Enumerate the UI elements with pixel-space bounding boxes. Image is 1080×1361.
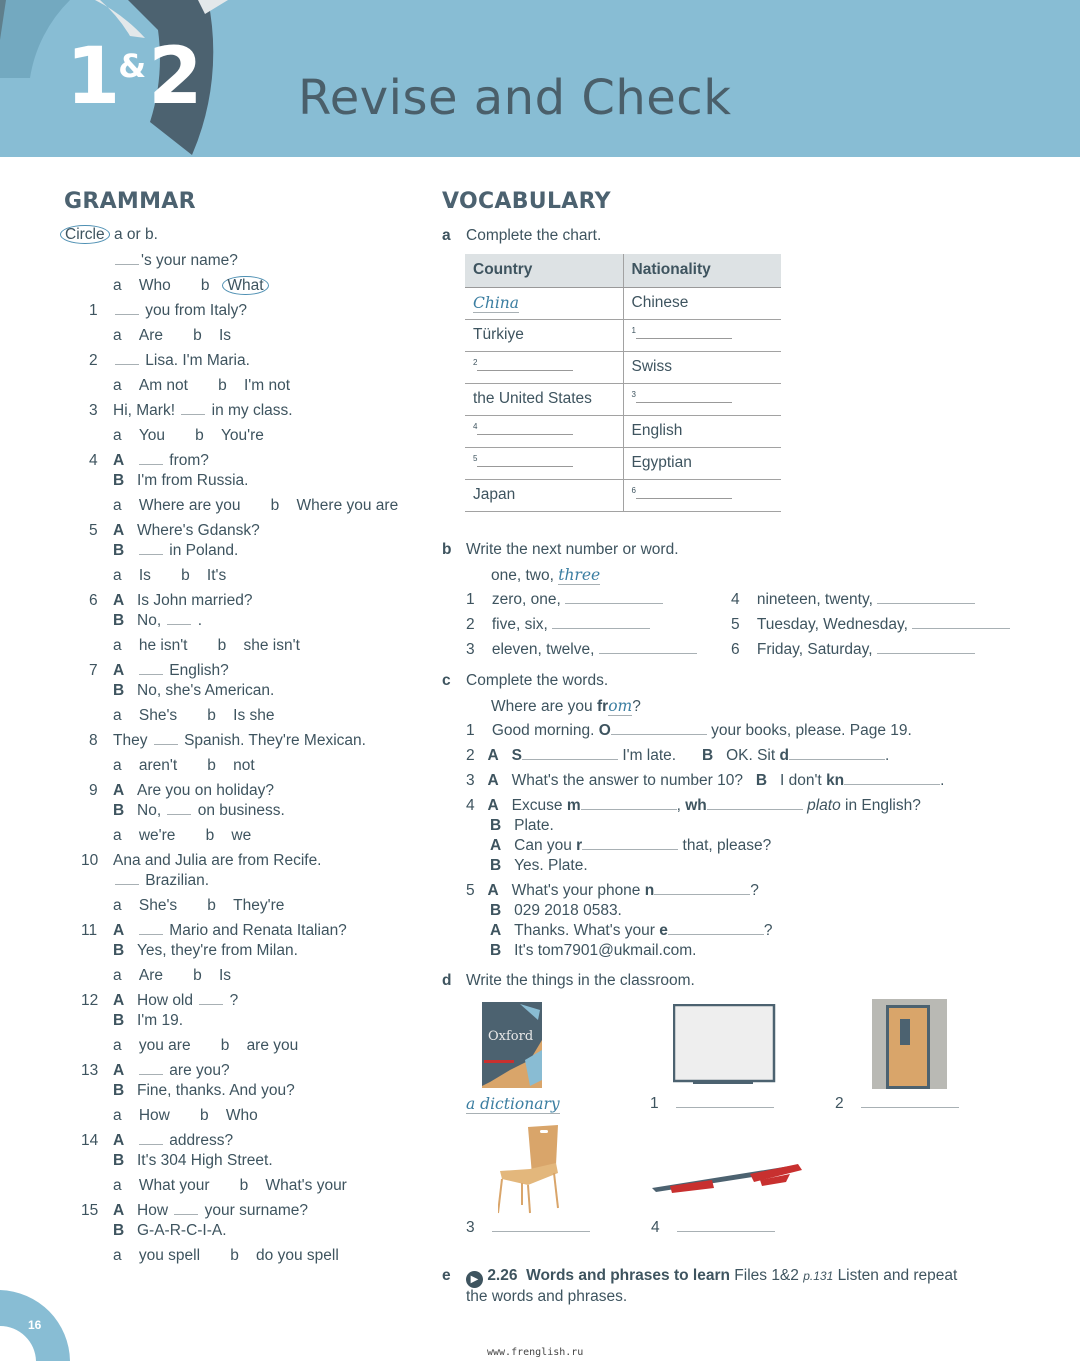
answer-blank[interactable] [139, 663, 163, 675]
option-b[interactable]: Is [218, 967, 232, 984]
grammar-item-15-line-1: 15 A How your surname? [81, 1202, 309, 1219]
exercise-d-item-3: 3 [466, 1219, 590, 1237]
whiteboard-picture-icon [673, 1004, 777, 1086]
exercise-e-letter: e [442, 1267, 451, 1284]
answer-blank[interactable] [167, 613, 191, 625]
exercise-c-instruction: Complete the words. [466, 672, 609, 689]
grammar-item-15-options: a you spell b do you spell [113, 1247, 339, 1264]
column-header-country: Country [465, 254, 623, 287]
table-row [465, 415, 781, 447]
table-row [465, 383, 781, 415]
chair-picture-icon [498, 1123, 570, 1215]
exercise-d-instruction: Write the things in the classroom. [466, 972, 695, 989]
answer-line[interactable] [877, 592, 975, 604]
exercise-b-item-2: 2 five, six, [466, 616, 650, 634]
exercise-e-line-2: the words and phrases. [466, 1288, 628, 1305]
answer-line[interactable] [552, 617, 650, 629]
option-b[interactable]: You're [221, 427, 264, 444]
grammar-item-8-options: a aren't b not [113, 757, 255, 774]
exercise-c-item-4-line-2: B Plate. [490, 817, 554, 834]
exercise-c-item-4-line-3: A Can you r that, please? [490, 837, 772, 854]
option-b[interactable]: They're [233, 897, 285, 914]
unit-header [0, 0, 1080, 157]
answer-line[interactable] [599, 642, 697, 654]
option-b[interactable]: not [233, 757, 255, 774]
grammar-item-5-options: a Is b It's [113, 567, 227, 584]
grammar-item-2-options: a Am not b I'm not [113, 377, 290, 394]
answer-blank[interactable] [115, 353, 139, 365]
grammar-item-11-options: a Are b Is [113, 967, 232, 984]
exercise-c-item-4-line-4: B Yes. Plate. [490, 857, 588, 874]
grammar-item-14-line-2: B It's 304 High Street. [113, 1152, 273, 1169]
grammar-item-10-options: a She's b They're [113, 897, 285, 914]
grammar-item-4-line-1: 4 A from? [89, 452, 209, 469]
answer-blank[interactable] [139, 453, 163, 465]
grammar-item-7-line-1: 7 A English? [89, 662, 229, 679]
grammar-item-6-line-1: 6 A Is John married? [89, 592, 253, 609]
example-answer-dictionary: a dictionary [466, 1095, 560, 1113]
exercise-c-letter: c [442, 672, 451, 689]
exercise-c-item-5-line-4: B It's tom7901@ukmail.com. [490, 942, 697, 959]
exercise-d-item-2: 2 [835, 1095, 959, 1113]
grammar-item-14-options: a What your b What's your [113, 1177, 347, 1194]
example-answer: three [558, 566, 601, 584]
grammar-item-10-line-2: Brazilian. [113, 872, 413, 890]
exercise-d-item-1: 1 [650, 1095, 774, 1113]
option-b[interactable]: are you [246, 1037, 299, 1054]
exercise-b-example: one, two, three [491, 566, 601, 584]
exercise-a-letter: a [442, 227, 451, 244]
answer-line[interactable] [581, 798, 677, 810]
grammar-item-4-line-2: B I'm from Russia. [113, 472, 249, 489]
option-a[interactable]: What your [138, 1177, 210, 1194]
country-cell: Japan [465, 479, 623, 511]
exercise-b-item-1: 1 zero, one, [466, 591, 663, 609]
grammar-item-7-line-2: B No, she's American. [113, 682, 275, 699]
grammar-item-1-line-1: 1 you from Italy? [89, 302, 247, 319]
exercise-b-item-3: 3 eleven, twelve, [466, 641, 697, 659]
option-b[interactable]: Is [218, 327, 232, 344]
option-b[interactable]: Is she [233, 707, 275, 724]
grammar-item-5-line-2: B in Poland. [113, 542, 239, 559]
grammar-item-5-line-1: 5 A Where's Gdansk? [89, 522, 260, 539]
answer-line[interactable] [707, 798, 803, 810]
grammar-item-13-line-1: 13 A are you? [81, 1062, 230, 1079]
option-a[interactable]: She's [138, 897, 178, 914]
grammar-item-13-options: a How b Who [113, 1107, 258, 1124]
option-b[interactable]: What's your [265, 1177, 347, 1194]
answer-blank[interactable] [139, 543, 163, 555]
grammar-item-12-line-2: B I'm 19. [113, 1012, 184, 1029]
svg-text:Oxford: Oxford [488, 1029, 534, 1044]
answer-line[interactable] [677, 1220, 775, 1232]
option-b[interactable]: do you spell [256, 1247, 339, 1264]
answer-line[interactable] [789, 748, 885, 760]
grammar-instruction: Circle a or b. [60, 226, 158, 244]
exercise-a-instruction: Complete the chart. [466, 227, 602, 244]
page-title: Revise and Check [298, 70, 732, 126]
option-a[interactable]: How [138, 1107, 170, 1124]
table-row [465, 479, 781, 511]
answer-line[interactable] [668, 923, 764, 935]
answer-blank[interactable] [199, 993, 223, 1005]
nationality-cell[interactable]: 1 [623, 319, 781, 351]
option-b[interactable]: Where you are [296, 497, 399, 514]
answer-line[interactable] [492, 1220, 590, 1232]
grammar-item-10-line-1: 10 Ana and Julia are from Recife. [81, 852, 322, 869]
grammar-item-7-options: a She's b Is she [113, 707, 275, 724]
country-cell: China [465, 287, 623, 319]
exercise-b-item-4: 4 nineteen, twenty, [731, 591, 975, 609]
grammar-item-2-line-1: 2 Lisa. I'm Maria. [89, 352, 250, 369]
country-cell: Türkiye [465, 319, 623, 351]
option-a[interactable]: you are [138, 1037, 191, 1054]
grammar-item-9-options: a we're b we [113, 827, 252, 844]
grammar-item-13-line-2: B Fine, thanks. And you? [113, 1082, 295, 1099]
answer-line[interactable] [582, 838, 678, 850]
dictionary-picture-icon [480, 1000, 546, 1090]
option-a[interactable]: Where are you [138, 497, 241, 514]
exercise-c-item-3: 3 A What's the answer to number 10? B I don't kn . [466, 772, 945, 789]
grammar-item-11-line-1: 11 A Mario and Renata Italian? [81, 922, 347, 939]
grammar-item-14-line-1: 14 A address? [81, 1132, 234, 1149]
column-header-nationality: Nationality [623, 254, 781, 287]
grammar-item-6-options: a he isn't b she isn't [113, 637, 300, 654]
grammar-item-15-line-2: B G-A-R-C-I-A. [113, 1222, 227, 1239]
answer-line[interactable] [611, 723, 707, 735]
answer-line[interactable] [565, 592, 663, 604]
grammar-example-prompt: 's your name? [113, 252, 238, 270]
grammar-heading: GRAMMAR [64, 189, 196, 214]
option-a[interactable]: aren't [138, 757, 178, 774]
exercise-c-example: Where are you from? [491, 697, 641, 715]
pen-picture-icon [650, 1160, 806, 1198]
answer-blank[interactable] [115, 873, 139, 885]
option-a[interactable]: you spell [138, 1247, 201, 1264]
exercise-b-item-6: 6 Friday, Saturday, [731, 641, 975, 659]
option-a[interactable]: we're [138, 827, 176, 844]
answer-blank[interactable] [139, 1063, 163, 1075]
option-b[interactable]: she isn't [243, 637, 300, 654]
option-b[interactable]: we [231, 827, 252, 844]
grammar-item-9-line-1: 9 A Are you on holiday? [89, 782, 275, 799]
nationality-cell: Egyptian [623, 447, 781, 479]
grammar-item-3-line-1: 3 Hi, Mark! in my class. [89, 402, 293, 419]
answer-blank[interactable] [181, 403, 205, 415]
unit-number: 1&2 [66, 32, 199, 122]
exercise-c-item-2: 2 A S I'm late. B OK. Sit d . [466, 747, 890, 764]
exercise-c-item-5-line-1: 5 A What's your phone n ? [466, 882, 759, 899]
table-row [465, 319, 781, 351]
grammar-item-1-options: a Are b Is [113, 327, 232, 344]
grammar-item-8-line-1: 8 They Spanish. They're Mexican. [89, 732, 366, 749]
country-cell[interactable]: 2 [465, 351, 623, 383]
option-a[interactable]: Is [138, 567, 151, 584]
answer-blank[interactable] [174, 1203, 198, 1215]
grammar-item-11-line-2: B Yes, they're from Milan. [113, 942, 298, 959]
exercise-c-item-5-line-2: B 029 2018 0583. [490, 902, 622, 919]
exercise-c-item-4-line-1: 4 A Excuse m , wh plato in English? [466, 797, 921, 814]
nationality-cell: Chinese [623, 287, 781, 319]
answer-line[interactable] [861, 1096, 959, 1108]
exercise-d-item-4: 4 [651, 1219, 775, 1237]
option-b[interactable]: Who [225, 1107, 258, 1124]
grammar-item-3-options: a You b You're [113, 427, 264, 444]
option-a[interactable]: You [138, 427, 166, 444]
country-cell[interactable]: 5 [465, 447, 623, 479]
answer-line[interactable] [654, 883, 750, 895]
nationality-cell: Swiss [623, 351, 781, 383]
page-number: 16 [28, 1318, 42, 1332]
option-a[interactable]: Am not [138, 377, 188, 394]
grammar-item-12-line-1: 12 A How old ? [81, 992, 239, 1009]
option-a[interactable]: She's [138, 707, 178, 724]
answer-blank[interactable] [115, 303, 139, 315]
answer-line[interactable] [877, 642, 975, 654]
door-picture-icon [872, 999, 948, 1091]
exercise-d-letter: d [442, 972, 452, 989]
table-row [465, 351, 781, 383]
country-nationality-table [465, 254, 781, 512]
audio-icon[interactable]: ▶ [466, 1271, 483, 1288]
exercise-b-letter: b [442, 541, 452, 558]
exercise-b-item-5: 5 Tuesday, Wednesday, [731, 616, 1010, 634]
answer-blank[interactable] [115, 253, 139, 265]
grammar-item-6-line-2: B No, . [113, 612, 203, 629]
option-b[interactable]: I'm not [243, 377, 290, 394]
answer-line[interactable] [912, 617, 1010, 629]
exercise-c-item-5-line-3: A Thanks. What's your e ? [490, 922, 773, 939]
nationality-cell: English [623, 415, 781, 447]
answer-blank[interactable] [139, 923, 163, 935]
option-b[interactable]: It's [206, 567, 227, 584]
grammar-example-options: a Who b What [113, 277, 269, 295]
country-cell[interactable]: 4 [465, 415, 623, 447]
nationality-cell[interactable]: 3 [623, 383, 781, 415]
answer-blank[interactable] [139, 1133, 163, 1145]
answer-line[interactable] [676, 1096, 774, 1108]
footer-url: www.frenglish.ru [487, 1347, 584, 1358]
table-row [465, 287, 781, 319]
grammar-item-12-options: a you are b are you [113, 1037, 299, 1054]
country-cell: the United States [465, 383, 623, 415]
answer-line[interactable] [844, 773, 940, 785]
answer-blank[interactable] [167, 803, 191, 815]
option-a[interactable]: he isn't [138, 637, 188, 654]
option-a[interactable]: Are [138, 967, 163, 984]
exercise-b-instruction: Write the next number or word. [466, 541, 679, 558]
answer-blank[interactable] [154, 733, 178, 745]
exercise-e-line-1: ▶ 2.26 Words and phrases to learn Files 1&2 p.131 Listen and repeat [466, 1267, 957, 1288]
table-row [465, 447, 781, 479]
vocabulary-heading: VOCABULARY [442, 189, 611, 214]
grammar-item-4-options: a Where are you b Where you are [113, 497, 399, 514]
nationality-cell[interactable]: 6 [623, 479, 781, 511]
grammar-item-9-line-2: B No, on business. [113, 802, 285, 819]
option-a[interactable]: Are [138, 327, 163, 344]
exercise-c-item-1: 1 Good morning. O your books, please. Page 19. [466, 722, 912, 739]
answer-line[interactable] [522, 748, 618, 760]
